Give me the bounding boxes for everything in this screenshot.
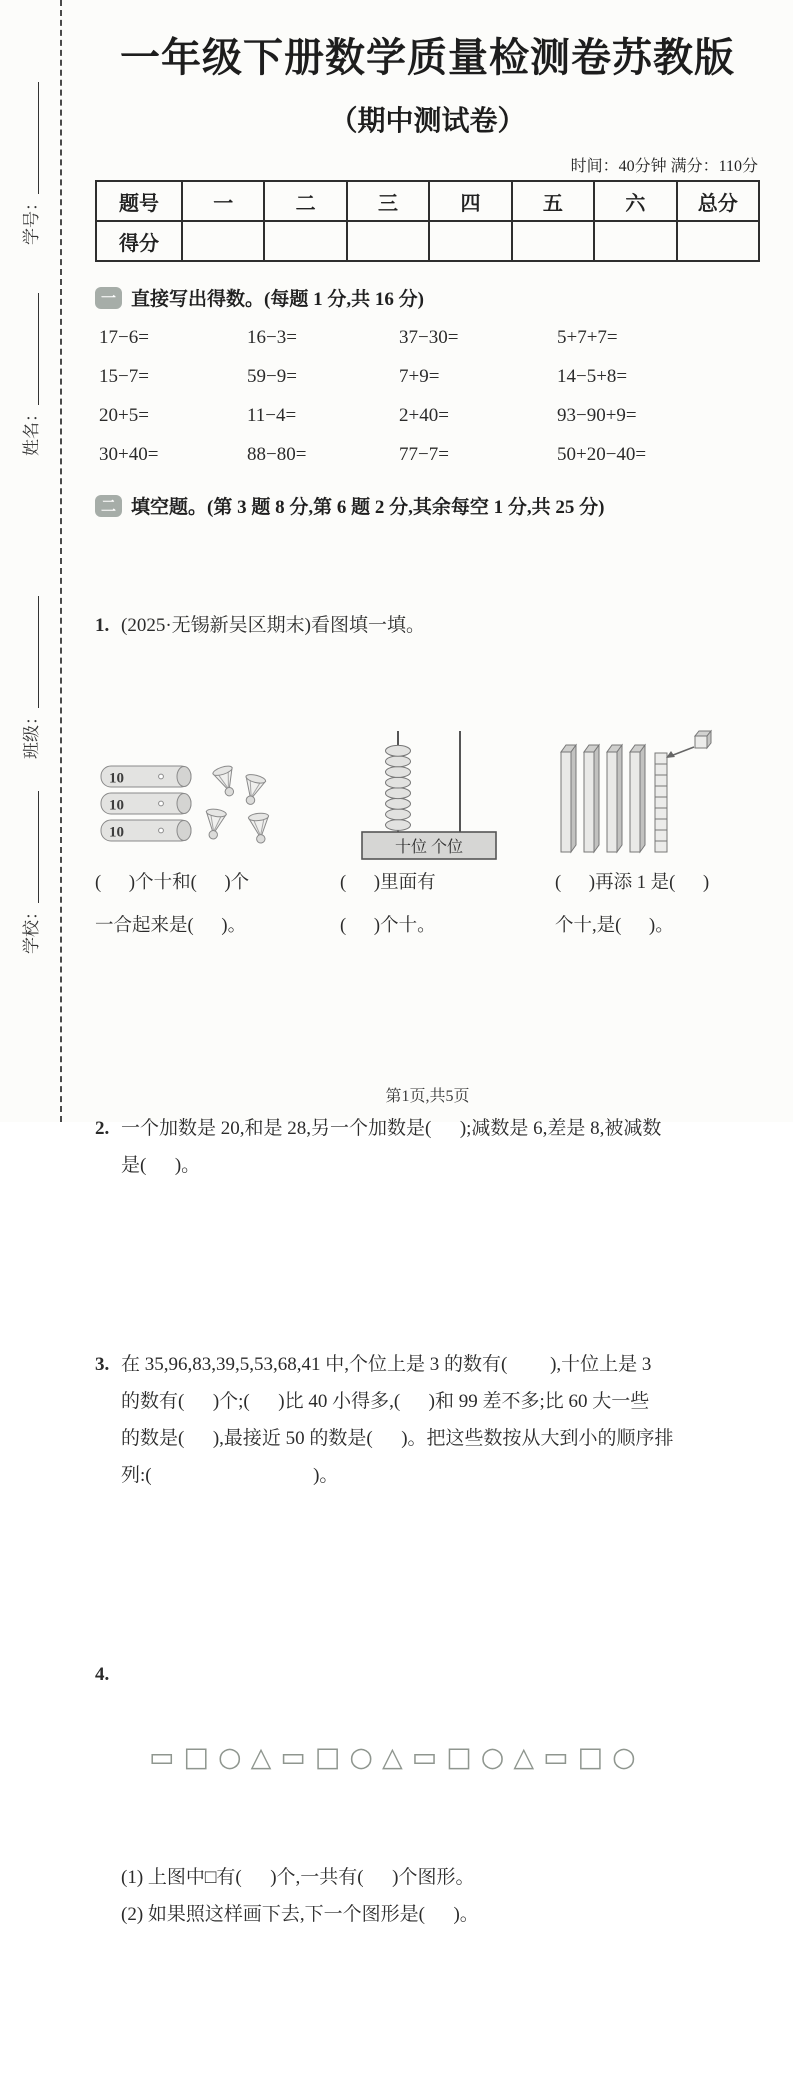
score-table-score-row [96,221,759,261]
question-text-line: 是( )。 [121,1154,201,1176]
question-4-lines [121,1859,760,1933]
section-one-title: 直接写出得数。 [131,289,265,310]
caption-line: ( )个十和( )个 [95,873,250,894]
question-text-line: 的数是( ),最接近 50 的数是( )。把这些数按从大到小的顺序排 [121,1427,674,1449]
equation-item: 15−7= [99,366,149,387]
name-blank-line [27,293,39,405]
svg-text:十位 个位: 十位 个位 [394,839,464,857]
question-text-line: 列:( )。 [121,1464,339,1486]
score-table-score-cell: 得分 [96,221,182,261]
equation-item: 93−90+9= [557,405,637,426]
equation-item: 11−4= [247,405,297,426]
name-label: 姓名： [22,405,41,456]
section-two-icon: 二 [95,495,122,517]
question-text-line: 在 35,96,83,39,5,53,68,41 中,个位上是 3 的数有( ),十位上是 3 [121,1353,652,1375]
question-text-line: 的数有( )个;( )比 40 小得多,( )和 99 差不多;比 60 大一些 [121,1390,650,1412]
figure-column-abacus [340,726,555,947]
shape-glyph: △ [513,1742,544,1774]
score-table-header-cell: 总分 [677,181,759,221]
svg-text:10: 10 [109,797,124,814]
score-table-header-cell: 题号 [96,181,182,221]
equations-grid [99,327,760,466]
shapes-pattern-row [149,1732,760,1785]
score-table-header-cell: 五 [512,181,594,221]
caption-right [555,862,755,947]
figure-column-sticks [95,726,340,947]
question-4 [95,1582,760,2081]
caption-line: 个十,是( )。 [555,915,674,936]
equation-item: 77−7= [399,444,449,465]
shape-glyph: ▭ [543,1742,578,1774]
class-blank-line [27,596,39,708]
equation-item: 30+40= [99,444,159,465]
score-table-score-cell [429,221,511,261]
question-3-lines [121,1346,760,1494]
equation-item: 2+40= [399,405,449,426]
section-one-heading [95,284,760,311]
shape-glyph: △ [381,1742,412,1774]
shape-glyph: ▭ [149,1742,184,1774]
score-table [95,180,760,262]
shape-glyph: □ [314,1742,350,1774]
figure-column-blocks [555,726,755,947]
caption-line: ( )里面有 [340,873,436,894]
score-table-header-cell: 四 [429,181,511,221]
sidebar-item-student-id [17,65,39,245]
score-table-score-cell [347,221,429,261]
equation-item: 20+5= [99,405,149,426]
score-table-score-cell [594,221,676,261]
section-one-note: (每题 1 分,共 16 分) [264,289,424,310]
shape-glyph: ○ [612,1742,645,1774]
score-table-header-cell: 一 [182,181,264,221]
caption-line: ( )个十。 [340,915,436,936]
exam-subtitle: （期中测试卷） [329,106,526,137]
student-id-blank-line [27,82,39,194]
question-1-figures [95,726,760,947]
question-1 [95,533,760,1021]
student-id-label: 学号： [22,194,41,245]
score-table-header-cell: 六 [594,181,676,221]
shape-glyph: ▭ [411,1742,447,1774]
exam-title: 一年级下册数学质量检测卷苏教版 [120,35,735,80]
question-3 [95,1272,760,1568]
question-text-line: 一个加数是 20,和是 28,另一个加数是( );减数是 6,差是 8,被减数 [121,1117,662,1139]
caption-left [95,862,340,947]
exam-content [95,0,760,2081]
equation-item: 14−5+8= [557,366,628,387]
score-table-score-cell [182,221,264,261]
abacus-figure [340,726,555,862]
question-4-number: 4. [95,1664,110,1686]
shape-glyph: □ [446,1742,481,1774]
question-1-number: 1. [95,615,110,637]
sidebar-item-name [17,276,39,456]
sticks-and-shuttlecocks-figure [95,726,340,862]
section-two-note: (第 3 题 8 分,第 6 题 2 分,其余每空 1 分,共 25 分) [207,497,605,518]
shape-glyph: ○ [218,1742,251,1774]
section-one-icon: 一 [95,287,122,309]
time-score-meta: 时间：40分钟 满分：110分 [570,158,758,175]
shape-glyph: ▭ [280,1742,315,1774]
question-2 [95,1035,760,1257]
class-label: 班级： [22,708,41,759]
question-2-lines [121,1110,760,1184]
shape-glyph: □ [577,1742,613,1774]
equation-item: 88−80= [247,444,307,465]
seal-dashed-line [60,0,62,1122]
equation-item: 37−30= [399,327,459,348]
equation-item: 59−9= [247,366,297,387]
binding-sidebar [0,0,62,1122]
base-ten-blocks-figure [555,726,755,862]
question-2-number: 2. [95,1117,110,1139]
question-text-line: (1) 上图中□有( )个,一共有( )个图形。 [121,1867,475,1888]
score-table-score-cell [677,221,759,261]
question-text-line: (2) 如果照这样画下去,下一个图形是( )。 [121,1904,479,1926]
equation-item: 16−3= [247,327,297,348]
score-table-header-cell: 三 [347,181,429,221]
question-3-number: 3. [95,1353,110,1375]
score-table-header-cell: 二 [264,181,346,221]
caption-line: ( )再添 1 是( ) [555,873,710,894]
sidebar-item-class [17,579,39,759]
score-table-score-cell [264,221,346,261]
caption-line: 一合起来是( )。 [95,915,247,936]
question-1-text: (2025·无锡新吴区期末)看图填一填。 [121,615,425,637]
equation-item: 5+7+7= [557,327,618,348]
score-table-header-row [96,181,759,221]
shape-glyph: △ [250,1742,281,1774]
shape-glyph: □ [183,1742,219,1774]
caption-middle [340,862,555,947]
equation-item: 7+9= [399,366,440,387]
section-two-heading [95,492,760,519]
equation-item: 50+20−40= [557,444,647,465]
shape-glyph: ○ [349,1742,382,1774]
svg-text:10: 10 [109,770,124,787]
equation-item: 17−6= [99,327,149,348]
sidebar-item-school [17,774,39,954]
section-two-title: 填空题。 [131,497,208,518]
school-blank-line [27,791,39,903]
school-label: 学校： [22,903,41,954]
score-table-score-cell [512,221,594,261]
shape-glyph: ○ [480,1742,514,1774]
svg-text:10: 10 [109,824,124,841]
page-footer: 第1页,共5页 [385,1088,470,1105]
